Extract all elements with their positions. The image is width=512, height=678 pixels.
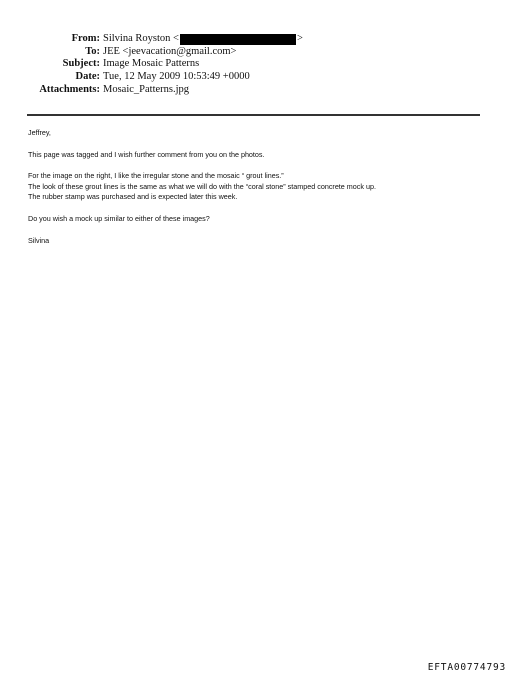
date-row [0,71,512,84]
to-label: To: [85,45,100,57]
signature: Silvina [28,235,50,245]
redaction-bar [180,34,296,45]
to-value: JEE <jeevacation@gmail.com> [103,45,237,57]
from-label: From: [71,33,100,44]
from-name: Silvina Royston < [103,33,179,44]
subject-value: Image Mosaic Patterns [103,58,200,70]
from-close: > [296,33,303,44]
from-value [103,33,303,46]
subject-label: Subject: [62,58,100,70]
to-row [0,46,512,59]
greeting: Jeffrey, [28,128,51,137]
email-header [0,33,512,97]
paragraph-2-line-2: The look of these grout lines is the same as what we will do with the “coral stone” stamped concrete mock up. [28,181,376,191]
date-label: Date: [75,71,100,83]
date-value: Tue, 12 May 2009 10:53:49 +0000 [103,71,250,83]
header-divider [27,114,480,116]
attachments-label: Attachments: [39,83,100,95]
subject-row [0,58,512,71]
paragraph-1: This page was tagged and I wish further comment from you on the photos. [28,149,265,159]
paragraph-3: Do you wish a mock up similar to either of these images? [28,213,210,223]
attachment-link[interactable]: Mosaic_Patterns.jpg [103,83,190,95]
paragraph-2-line-1: For the image on the right, I like the irregular stone and the mosaic “ grout lines.” [28,171,284,181]
email-body [28,128,498,257]
attachments-row [0,84,512,97]
paragraph-2-line-3: The rubber stamp was purchased and is expected later this week. [28,192,238,202]
from-row [0,33,512,46]
bates-number: EFTA00774793 [427,662,506,673]
